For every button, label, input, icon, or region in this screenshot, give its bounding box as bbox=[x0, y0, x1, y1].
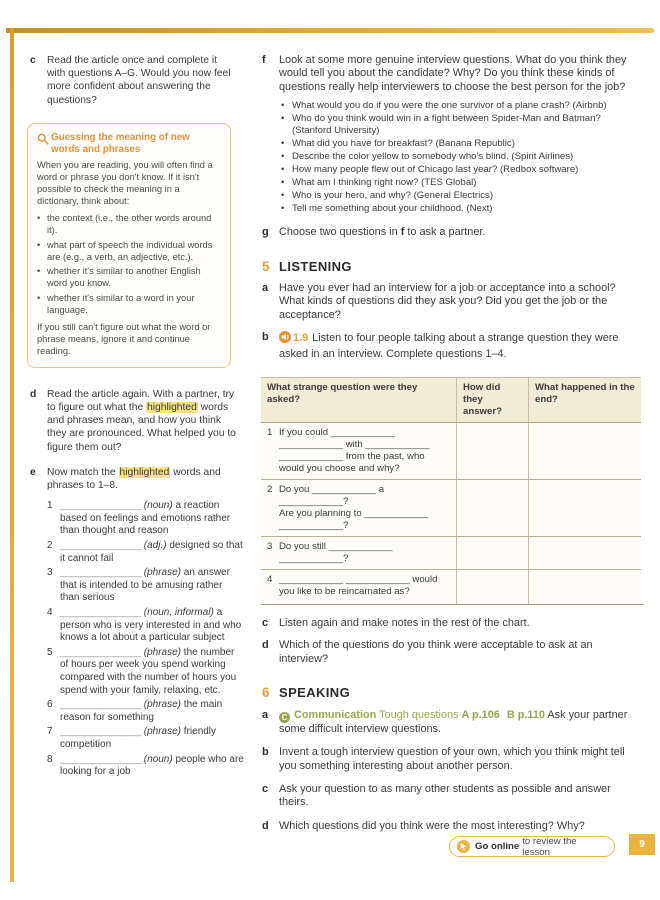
definition: a person who is very interested in and who knows a lot about a particular subject bbox=[60, 606, 242, 644]
question-lines bbox=[279, 541, 450, 565]
question-number: 1 bbox=[267, 427, 273, 439]
chart-header: What strange question were they asked? bbox=[261, 377, 456, 423]
page-number[interactable]: 9 bbox=[629, 834, 655, 855]
bullet-icon: • bbox=[281, 151, 285, 163]
section-title: SPEAKING bbox=[279, 685, 351, 701]
match-item bbox=[47, 699, 244, 724]
listening-chart bbox=[261, 377, 644, 605]
question-line: ____________ ____________ would you like to be reincarnated as? bbox=[279, 574, 438, 598]
chart-question bbox=[261, 423, 456, 480]
question-bullet bbox=[279, 164, 631, 176]
exercise-letter: g bbox=[262, 226, 269, 239]
tip-bullet-text: what part of speech the individual words are (e.g., a verb, an adjective, etc.). bbox=[47, 239, 213, 262]
text-run: Read the article again. With a partner, try to figure out what the bbox=[47, 388, 235, 414]
bullet-icon: • bbox=[37, 212, 41, 223]
match-number: 5 bbox=[47, 646, 53, 658]
exercise-g bbox=[262, 226, 644, 239]
definition: the number of hours per week you spend working compared with the number of hours you spend with your family, relaxing, etc. bbox=[60, 646, 237, 696]
question-text: What did you have for breakfast? (Banana Republic) bbox=[292, 138, 515, 150]
magnifier-icon bbox=[37, 132, 51, 156]
chart-question bbox=[261, 570, 456, 604]
exercise-text: Listen again and make notes in the rest of the chart. bbox=[279, 617, 530, 630]
definition: an answer that is intended to be amusing rather than serious bbox=[60, 567, 230, 604]
question-line: Do you still ____________ ____________? bbox=[279, 541, 393, 565]
question-bullet bbox=[279, 100, 631, 112]
right-column bbox=[262, 54, 644, 845]
section-title: LISTENING bbox=[279, 258, 352, 274]
tip-bullet bbox=[37, 266, 221, 290]
match-list bbox=[47, 500, 244, 778]
exercise-text: Have you ever had an interview for a job or acceptance into a school? What kinds of questions did they ask you? Did you get the job or the acceptance? bbox=[279, 282, 616, 321]
chart-header: How did they answer? bbox=[456, 377, 528, 423]
section-heading-speaking bbox=[262, 686, 644, 699]
tip-box-intro: When you are reading, you will often find a word or phrase you don't know. If it isn't possible to check the meaning in a dictionary, think about: bbox=[37, 160, 213, 206]
listening-b bbox=[262, 331, 644, 361]
exercise-letter: c bbox=[262, 617, 269, 630]
bullet-icon: • bbox=[37, 266, 41, 277]
exercise-text: Which questions did you think were the most interesting? Why? bbox=[279, 819, 585, 832]
tip-box-title: Guessing the meaning of new words and phrases bbox=[51, 131, 190, 156]
pos-tag: (noun, informal) bbox=[143, 606, 214, 618]
communication-topic: Tough questions bbox=[379, 708, 459, 721]
audio-track-number: 1.9 bbox=[293, 332, 309, 345]
tip-box-outro: If you still can't figure out what the word or phrase means, ignore it and continue reading. bbox=[37, 322, 211, 356]
tip-bullet bbox=[37, 213, 221, 237]
match-text bbox=[60, 607, 244, 645]
tip-bullet bbox=[37, 240, 221, 264]
answer-blank: ________________ bbox=[60, 606, 141, 618]
exercise-f-questions bbox=[262, 54, 644, 216]
question-text: Describe the color yellow to somebody who's blind. (Spirit Airlines) bbox=[292, 151, 574, 163]
question-number: 4 bbox=[267, 574, 273, 586]
communication-label: Communication bbox=[294, 708, 377, 721]
question-text: What would you do if you were the one survivor of a plane crash? (Airbnb) bbox=[292, 100, 607, 112]
match-text bbox=[60, 500, 244, 538]
question-text: How many people flew out of Chicago last year? (Redbox software) bbox=[292, 164, 579, 176]
match-item bbox=[47, 726, 244, 751]
exercise-text bbox=[279, 54, 633, 216]
match-item bbox=[47, 754, 244, 779]
audio-speaker-icon bbox=[279, 331, 291, 347]
definition: people who are looking for a job bbox=[60, 753, 244, 778]
go-online-icon bbox=[457, 840, 470, 853]
tip-box-header bbox=[37, 132, 221, 156]
definition: designed so that it cannot fail bbox=[60, 540, 243, 564]
exercise-text: Invent a tough interview question of your own, which you think might tell you something interesting about another person. bbox=[279, 746, 625, 772]
tip-bullet bbox=[37, 293, 221, 317]
match-text bbox=[60, 726, 244, 751]
bullet-icon: • bbox=[37, 239, 41, 250]
match-item bbox=[47, 647, 244, 697]
exercise-letter: b bbox=[262, 331, 269, 344]
exercise-text bbox=[279, 331, 633, 361]
match-number: 8 bbox=[47, 753, 53, 765]
answer-cell bbox=[528, 537, 641, 570]
bullet-icon: • bbox=[281, 190, 285, 202]
bullet-icon: • bbox=[281, 203, 285, 215]
question-bullet bbox=[279, 138, 631, 150]
exercise-e-matching bbox=[30, 466, 244, 492]
exercise-letter: a bbox=[262, 282, 269, 295]
highlighted-word: highlighted bbox=[147, 402, 197, 414]
page-reference: A p.106 bbox=[461, 708, 500, 721]
bold-reference: f bbox=[400, 226, 405, 239]
answer-blank: ________________ bbox=[60, 699, 141, 711]
question-line: Are you planning to ____________ ____________? bbox=[279, 508, 429, 532]
pos-tag: (phrase) bbox=[143, 726, 182, 738]
highlighted-word: highlighted bbox=[119, 466, 170, 478]
text-run: words and phrases to 1–8. bbox=[47, 466, 221, 492]
question-line: Do you ____________ a ____________? bbox=[279, 484, 385, 508]
definition: the main reason for something bbox=[60, 699, 223, 723]
chart-question bbox=[261, 480, 456, 537]
match-number: 6 bbox=[47, 699, 53, 711]
answer-cell bbox=[528, 423, 641, 480]
listening-a bbox=[262, 282, 644, 322]
answer-blank: ________________ bbox=[60, 646, 141, 658]
question-bullet bbox=[279, 177, 631, 189]
answer-cell bbox=[456, 537, 528, 570]
answer-blank: ________________ bbox=[60, 726, 141, 738]
exercise-text bbox=[279, 709, 633, 736]
question-number: 2 bbox=[267, 484, 273, 496]
match-text bbox=[60, 540, 244, 565]
speaking-c bbox=[262, 783, 644, 810]
match-number: 3 bbox=[47, 567, 53, 579]
question-bullet bbox=[279, 203, 631, 215]
page-side-rule bbox=[10, 28, 14, 882]
chart-header: What happened in the end? bbox=[528, 377, 641, 423]
text-run: Look at some more genuine interview questions. What do you think they would tell you about the candidate? Why? Do you think these kinds of questions really help interviewers to choose the best person for the job? bbox=[279, 54, 627, 93]
question-text: Tell me something about your childhood. (Next) bbox=[292, 203, 493, 215]
bullet-icon: • bbox=[281, 100, 285, 112]
listening-c bbox=[262, 617, 644, 630]
answer-cell bbox=[456, 480, 528, 537]
text-run: Choose two questions in bbox=[279, 226, 401, 239]
left-column bbox=[30, 54, 244, 781]
definition: friendly competition bbox=[60, 726, 217, 750]
answer-cell bbox=[456, 423, 528, 480]
interview-questions-list bbox=[279, 100, 633, 215]
question-bullet bbox=[279, 113, 631, 137]
chart-question bbox=[261, 537, 456, 570]
page-top-rule bbox=[6, 28, 654, 33]
match-text bbox=[60, 647, 244, 697]
exercise-text: Which of the questions do you think were acceptable to ask at an interview? bbox=[279, 639, 593, 665]
exercise-text bbox=[279, 226, 633, 239]
text-run: Listen to four people talking about a strange question they were asked in an interview. Complete questions 1–4. bbox=[279, 332, 619, 360]
listening-d bbox=[262, 639, 644, 666]
match-text bbox=[60, 567, 244, 605]
question-line: If you could ____________ ____________ with ____________ ____________ from the past, who would you choose and why? bbox=[279, 427, 430, 475]
match-number: 7 bbox=[47, 726, 53, 738]
speaking-b bbox=[262, 746, 644, 773]
pos-tag: (phrase) bbox=[143, 699, 182, 711]
speaking-d bbox=[262, 820, 644, 833]
tip-bullet-text: whether it's similar to another English word you know. bbox=[47, 266, 201, 289]
exercise-text: Ask your question to as many other students as possible and answer theirs. bbox=[279, 782, 611, 809]
exercise-c-reading bbox=[30, 54, 244, 107]
text-run: words and phrases mean, and how you think they are pronounced. What helped you to figure them out? bbox=[47, 402, 236, 453]
exercise-letter: c bbox=[30, 55, 36, 66]
communication-icon: C bbox=[279, 712, 290, 723]
match-item bbox=[47, 500, 244, 538]
exercise-text bbox=[47, 466, 237, 492]
exercise-text bbox=[47, 388, 237, 454]
text-run: Now match the bbox=[47, 466, 119, 478]
bullet-icon: • bbox=[281, 113, 285, 125]
text-run: Ask your partner some difficult interview questions. bbox=[279, 708, 628, 735]
question-text: What am I thinking right now? (TES Global) bbox=[292, 177, 477, 189]
pos-tag: (noun) bbox=[143, 753, 173, 765]
match-item bbox=[47, 540, 244, 565]
match-number: 1 bbox=[47, 500, 53, 512]
question-text: Who is your hero, and why? (General Electrics) bbox=[292, 190, 494, 202]
question-text: Who do you think would win in a fight between Spider-Man and Batman? (Stanford University) bbox=[292, 113, 601, 137]
match-number: 4 bbox=[47, 606, 53, 618]
match-number: 2 bbox=[47, 540, 53, 552]
match-text bbox=[60, 699, 244, 724]
answer-blank: ________________ bbox=[60, 500, 141, 512]
go-online-button[interactable] bbox=[449, 836, 615, 857]
match-item bbox=[47, 567, 244, 605]
exercise-letter: d bbox=[30, 388, 37, 400]
pos-tag: (adj.) bbox=[143, 540, 167, 552]
question-lines bbox=[279, 574, 450, 600]
section-heading-listening bbox=[262, 260, 644, 273]
bullet-icon: • bbox=[281, 164, 285, 176]
tip-bullet-text: whether it's similar to a word in your language. bbox=[47, 293, 195, 316]
answer-blank: ________________ bbox=[60, 753, 141, 765]
section-number: 6 bbox=[262, 685, 270, 701]
exercise-letter: e bbox=[30, 466, 36, 478]
page-reference: B p.110 bbox=[506, 708, 545, 721]
go-online-label: Go online bbox=[475, 841, 520, 852]
exercise-letter: d bbox=[262, 819, 269, 832]
exercise-letter: d bbox=[262, 639, 269, 652]
exercise-d-reading bbox=[30, 388, 244, 454]
exercise-text: Read the article once and complete it with questions A–G. Would you now feel more confident about answering the questions? bbox=[47, 55, 231, 106]
definition: a reaction based on feelings and emotions rather than thought and reason bbox=[60, 500, 231, 537]
pos-tag: (phrase) bbox=[143, 567, 182, 579]
answer-blank: ________________ bbox=[60, 567, 141, 579]
question-lines bbox=[279, 427, 450, 475]
bullet-icon: • bbox=[281, 138, 285, 150]
answer-cell bbox=[456, 570, 528, 604]
exercise-letter: a bbox=[262, 708, 269, 721]
question-lines bbox=[279, 484, 450, 532]
match-text bbox=[60, 754, 244, 779]
pos-tag: (noun) bbox=[143, 500, 173, 512]
tip-bullet-text: the context (i.e., the other words around it). bbox=[47, 212, 212, 235]
go-online-text: to review the lesson bbox=[522, 835, 577, 858]
answer-blank: ________________ bbox=[60, 540, 141, 552]
pos-tag: (phrase) bbox=[143, 646, 182, 658]
section-number: 5 bbox=[262, 258, 270, 274]
bullet-icon: • bbox=[37, 293, 41, 304]
bullet-icon: • bbox=[281, 177, 285, 189]
vocabulary-tip-box bbox=[27, 123, 231, 368]
exercise-letter: b bbox=[262, 746, 269, 759]
exercise-letter: f bbox=[262, 54, 266, 66]
speaking-a bbox=[262, 709, 644, 736]
match-item bbox=[47, 607, 244, 645]
question-number: 3 bbox=[267, 541, 273, 553]
exercise-letter: c bbox=[262, 782, 269, 795]
question-bullet bbox=[279, 151, 631, 163]
answer-cell bbox=[528, 480, 641, 537]
question-bullet bbox=[279, 190, 631, 202]
answer-cell bbox=[528, 570, 641, 604]
text-run: to ask a partner. bbox=[404, 226, 486, 239]
